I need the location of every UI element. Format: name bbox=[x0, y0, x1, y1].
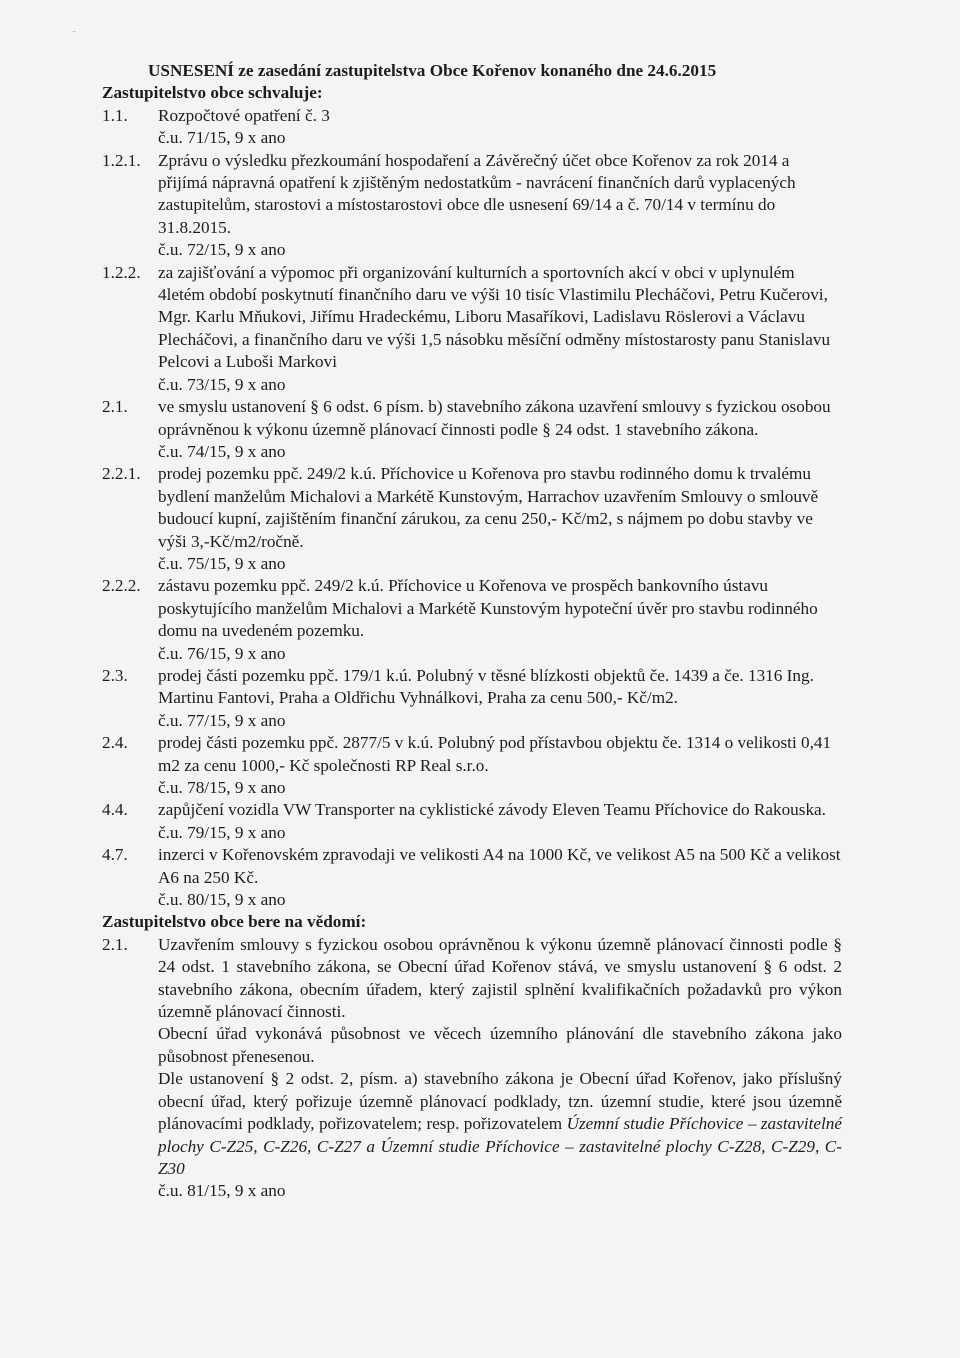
resolution-item bbox=[102, 799, 842, 844]
item-body bbox=[158, 262, 842, 396]
item-number: 4.4. bbox=[102, 800, 128, 820]
notes-paragraph-3-text: Dle ustanovení § 2 odst. 2, písm. a) stavebního zákona je Obecní úřad Kořenov, jako příslušný obecní úřad, který pořizuje územně plánovací podklady, tzn. územní studie, které jsou územně plánovacími podklady, pořizovatelem; resp. pořizovatelem bbox=[158, 1069, 842, 1134]
vote-record: č.u. 79/15, 9 x ano bbox=[158, 822, 286, 842]
vote-record: č.u. 72/15, 9 x ano bbox=[158, 240, 286, 260]
resolution-item bbox=[102, 150, 842, 262]
resolution-item bbox=[102, 105, 842, 150]
item-body bbox=[158, 799, 842, 844]
item-number: 1.2.1. bbox=[102, 150, 141, 170]
vote-record: č.u. 75/15, 9 x ano bbox=[158, 553, 286, 573]
resolution-item bbox=[102, 665, 842, 732]
item-body bbox=[158, 396, 842, 463]
item-number: 2.1. bbox=[102, 934, 128, 954]
item-number: 2.4. bbox=[102, 733, 128, 753]
vote-record: č.u. 80/15, 9 x ano bbox=[158, 890, 286, 910]
item-body bbox=[158, 105, 842, 150]
item-text: prodej pozemku ppč. 249/2 k.ú. Příchovice u Kořenova pro stavbu rodinného domu k trvalému bydlení manželům Michalovi a Markétě Kunstovým, Harrachov uzavřením Smlouvy o smlouvě budoucí kupní, zajištěním finanční zárukou, za cenu 250,- Kč/m2, s nájmem po dobu stavby ve výši 3,-Kč/m2/ročně. bbox=[158, 464, 819, 551]
vote-record: č.u. 74/15, 9 x ano bbox=[158, 441, 286, 461]
item-body bbox=[158, 150, 842, 262]
item-body bbox=[158, 732, 842, 799]
item-text: inzerci v Kořenovském zpravodaji ve velikosti A4 na 1000 Kč, ve velikost A5 na 500 Kč a velikost A6 na 250 Kč. bbox=[158, 845, 841, 887]
item-body bbox=[158, 665, 842, 732]
vote-record: č.u. 77/15, 9 x ano bbox=[158, 710, 286, 730]
notes-paragraph-2: Obecní úřad vykonává působnost ve věcech územního plánování dle stavebního zákona jako působnost přenesenou. bbox=[158, 1024, 842, 1066]
item-number: 1.2.2. bbox=[102, 262, 141, 282]
item-number: 2.1. bbox=[102, 397, 128, 417]
document-title: USNESENÍ ze zasedání zastupitelstva Obce Kořenov konaného dne 24.6.2015 bbox=[148, 61, 717, 80]
section-notes-heading: Zastupitelstvo obce bere na vědomí: bbox=[102, 912, 367, 932]
notes-paragraph-3 bbox=[158, 1068, 842, 1180]
scan-mark: - bbox=[72, 24, 77, 38]
vote-record: č.u. 78/15, 9 x ano bbox=[158, 778, 286, 797]
item-text: Rozpočtové opatření č. 3 bbox=[158, 105, 330, 125]
item-text: zástavu pozemku ppč. 249/2 k.ú. Příchovice u Kořenova ve prospěch bankovního ústavu poskytujícího manželům Michalovi a Markétě Kunstovým hypoteční úvěr pro stavbu rodinného domu na uvedeném pozemku. bbox=[158, 576, 818, 641]
item-text: zapůjčení vozidla VW Transporter na cyklistické závody Eleven Teamu Příchovice do Rakouska. bbox=[158, 800, 826, 820]
resolution-item bbox=[102, 463, 842, 575]
item-text: ve smyslu ustanovení § 6 odst. 6 písm. b) stavebního zákona uzavření smlouvy s fyzickou osobou oprávněnou k výkonu územně plánovací činnosti podle § 24 odst. 1 stavebního zákona. bbox=[158, 397, 831, 439]
item-body bbox=[158, 844, 842, 911]
resolution-item bbox=[102, 844, 842, 911]
vote-record: č.u. 71/15, 9 x ano bbox=[158, 128, 286, 148]
vote-record: č.u. 81/15, 9 x ano bbox=[158, 1181, 286, 1201]
item-body bbox=[158, 575, 842, 665]
resolution-item bbox=[102, 396, 842, 463]
notes-paragraph-1: Uzavřením smlouvy s fyzickou osobou oprávněnou k výkonu územně plánovací činnosti podle § 24 odst. 1 stavebního zákona, se Obecní úřad Kořenov stává, ve smyslu ustanovení § 6 odst. 2 stavebního zákona, obecním úřadem, který zajistil splnění kvalifikačních požadavků pro výkon územně plánovací činnosti. bbox=[158, 934, 842, 1022]
item-number: 2.2.2. bbox=[102, 576, 141, 596]
notes-item bbox=[102, 934, 842, 1203]
item-text: za zajišťování a výpomoc při organizování kulturních a sportovních akcí v obci v uplynulém 4letém období poskytnutí finančního daru ve výši 10 tisíc Vlastimilu Plecháčovi, Petru Kučerovi, Mgr. Karlu Mňukovi, Jiřímu Hradeckému, Liboru Masaříkovi, Ladislavu Röslerovi a Václavu Plecháčovi, a finančního daru ve výši 1,5 násobku měsíční odměny místostarosty panu Stanislavu Pelcovi a Luboši Markovi bbox=[158, 262, 831, 372]
item-body bbox=[158, 463, 842, 575]
vote-record: č.u. 76/15, 9 x ano bbox=[158, 643, 286, 663]
notes-study-names: Územní studie Příchovice – zastavitelné plochy C-Z25, C-Z26, C-Z27 a Územní studie Příchovice – zastavitelné plochy C-Z28, C-Z29, C-Z30 bbox=[158, 1114, 843, 1178]
resolution-item bbox=[102, 732, 842, 799]
vote-record: č.u. 73/15, 9 x ano bbox=[158, 374, 286, 394]
section-approves-heading: Zastupitelstvo obce schvaluje: bbox=[102, 83, 323, 103]
resolution-document bbox=[102, 60, 842, 1203]
resolution-item bbox=[102, 575, 842, 665]
item-text: prodej části pozemku ppč. 179/1 k.ú. Polubný v těsné blízkosti objektů če. 1439 a če. 1316 Ing. Martinu Fantovi, Praha a Oldřichu Vyhnálkovi, Praha za cenu 500,- Kč/m2. bbox=[158, 665, 814, 708]
item-number: 1.1. bbox=[102, 105, 128, 125]
item-number: 2.2.1. bbox=[102, 464, 141, 484]
approves-list bbox=[102, 105, 842, 912]
item-text: prodej části pozemku ppč. 2877/5 v k.ú. Polubný pod přístavbou objektu če. 1314 o velikosti 0,41 m2 za cenu 1000,- Kč společnosti RP Real s.r.o. bbox=[158, 733, 832, 775]
item-number: 4.7. bbox=[102, 845, 128, 865]
resolution-item bbox=[102, 262, 842, 396]
item-text: Zprávu o výsledku přezkoumání hospodaření a Závěrečný účet obce Kořenov za rok 2014 a přijímá nápravná opatření k zjištěným nedostatkům - navrácení finančních darů vyplacených zastupitelům, starostovi a místostarostovi obce dle usnesení 69/14 a č. 70/14 v termínu do 31.8.2015. bbox=[158, 150, 796, 237]
item-number: 2.3. bbox=[102, 665, 128, 685]
item-body bbox=[158, 934, 842, 1203]
